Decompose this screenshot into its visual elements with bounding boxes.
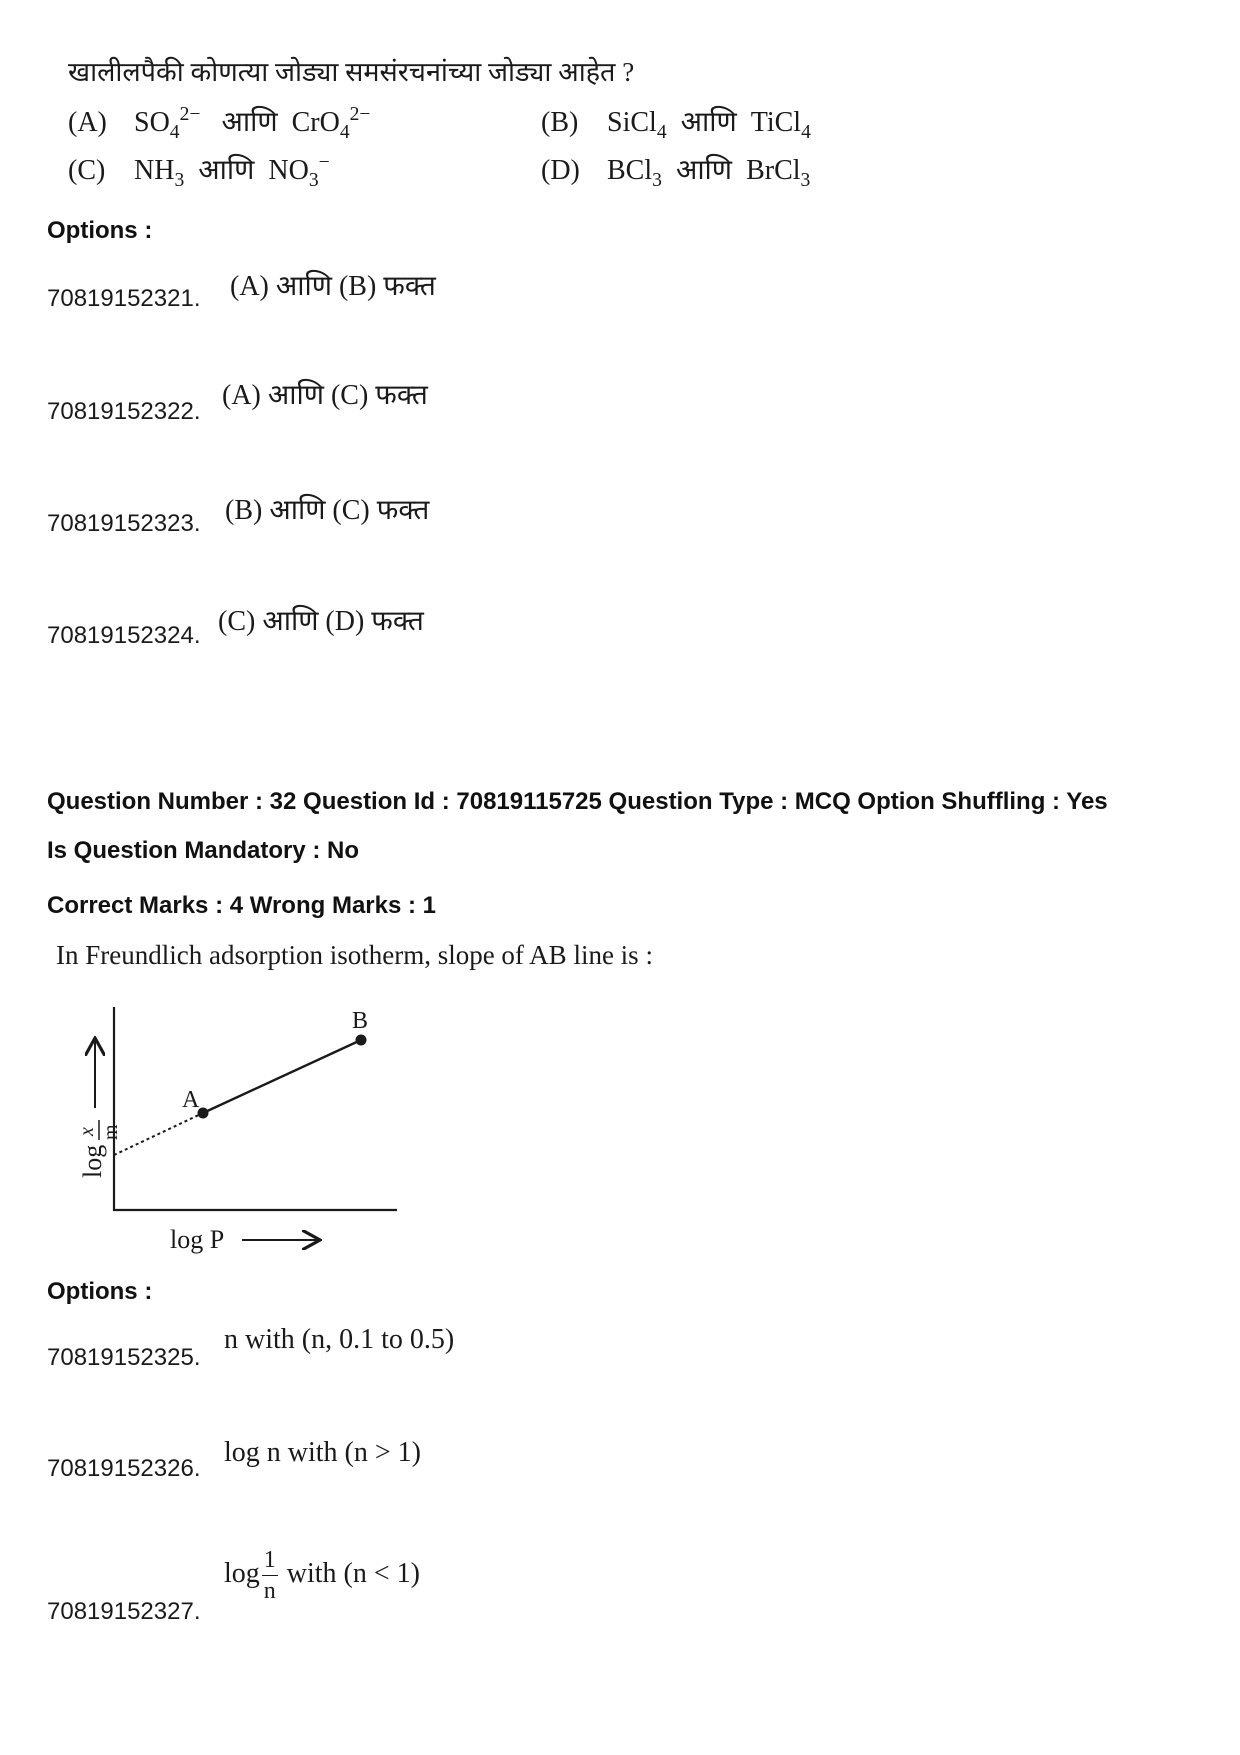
- q32-meta-line2: Is Question Mandatory : No: [47, 837, 360, 864]
- q31-stem: खालीलपैकी कोणत्या जोड्या समसंरचनांच्या जोड्या आहेत ?: [68, 57, 635, 87]
- q31-answer-id-3: 70819152323.: [47, 510, 201, 537]
- q31-option-a: (A) $SO_4^{2-}$ आणि CrO$_4^{2-}$: [68, 104, 371, 143]
- q31-answer-text-1[interactable]: (A) आणि (B) फक्त: [230, 271, 436, 302]
- q32-answer-id-1: 70819152325.: [47, 1344, 201, 1371]
- point-b-marker: [356, 1035, 367, 1046]
- q32-answer-id-3: 70819152327.: [47, 1598, 201, 1625]
- extrapolated-dashed-line: [114, 1113, 203, 1155]
- q32-options-heading: Options :: [47, 1278, 153, 1305]
- q31-option-c-label: (C): [68, 155, 106, 186]
- q31-options-heading: Options :: [47, 217, 153, 244]
- conj: आणि: [680, 107, 737, 138]
- fraction-numerator: 1: [262, 1548, 278, 1576]
- q31-option-d: (D) BCl$_3$ आणि BrCl$_3$: [541, 155, 811, 191]
- ab-line: [203, 1040, 361, 1113]
- point-b-label: B: [352, 1008, 369, 1034]
- log-prefix: log: [224, 1557, 260, 1589]
- conj: आणि: [675, 155, 733, 186]
- q31-option-b-label: (B): [541, 107, 579, 138]
- q32-meta-line1: Question Number : 32 Question Id : 70819115725 Question Type : MCQ Option Shuffling : Yes: [47, 788, 1108, 815]
- y-axis-label-num: x: [76, 1127, 98, 1136]
- condition-text: with (n < 1): [286, 1557, 420, 1589]
- point-a-label: A: [182, 1087, 200, 1113]
- q31-option-d-label: (D): [541, 155, 580, 186]
- q31-option-c: (C) $NH_3$ आणि $NO_3^-$: [68, 152, 330, 191]
- q31-answer-text-3[interactable]: (B) आणि (C) फक्त: [225, 495, 430, 526]
- q31-answer-text-2[interactable]: (A) आणि (C) फक्त: [222, 380, 428, 411]
- q31-answer-id-2: 70819152322.: [47, 398, 201, 425]
- q32-stem: In Freundlich adsorption isotherm, slope of AB line is :: [56, 940, 653, 970]
- x-axis-label: log P: [170, 1225, 225, 1254]
- q31-answer-id-4: 70819152324.: [47, 622, 201, 649]
- q32-answer-text-3[interactable]: [224, 1548, 420, 1603]
- q32-marks: Correct Marks : 4 Wrong Marks : 1: [47, 892, 437, 919]
- q31-answer-id-1: 70819152321.: [47, 285, 201, 312]
- fraction-denominator: n: [263, 1578, 276, 1604]
- conj: आणि: [198, 155, 255, 186]
- q32-answer-text-1[interactable]: n with (n, 0.1 to 0.5): [224, 1324, 455, 1355]
- q32-answer-id-2: 70819152326.: [47, 1455, 201, 1482]
- one-over-n-fraction: [262, 1548, 278, 1603]
- y-axis-label-den: m: [100, 1124, 122, 1140]
- conj: आणि: [221, 107, 278, 138]
- q31-option-b: (B) SiCl$_4$ आणि TiCl$_4$: [541, 107, 811, 143]
- freundlich-graph: [60, 1000, 420, 1270]
- q32-answer-text-2[interactable]: log n with (n > 1): [224, 1437, 421, 1468]
- q31-option-a-label: (A): [68, 107, 107, 138]
- q31-answer-text-4[interactable]: (C) आणि (D) फक्त: [218, 606, 424, 637]
- y-axis-label-log: log: [78, 1144, 107, 1178]
